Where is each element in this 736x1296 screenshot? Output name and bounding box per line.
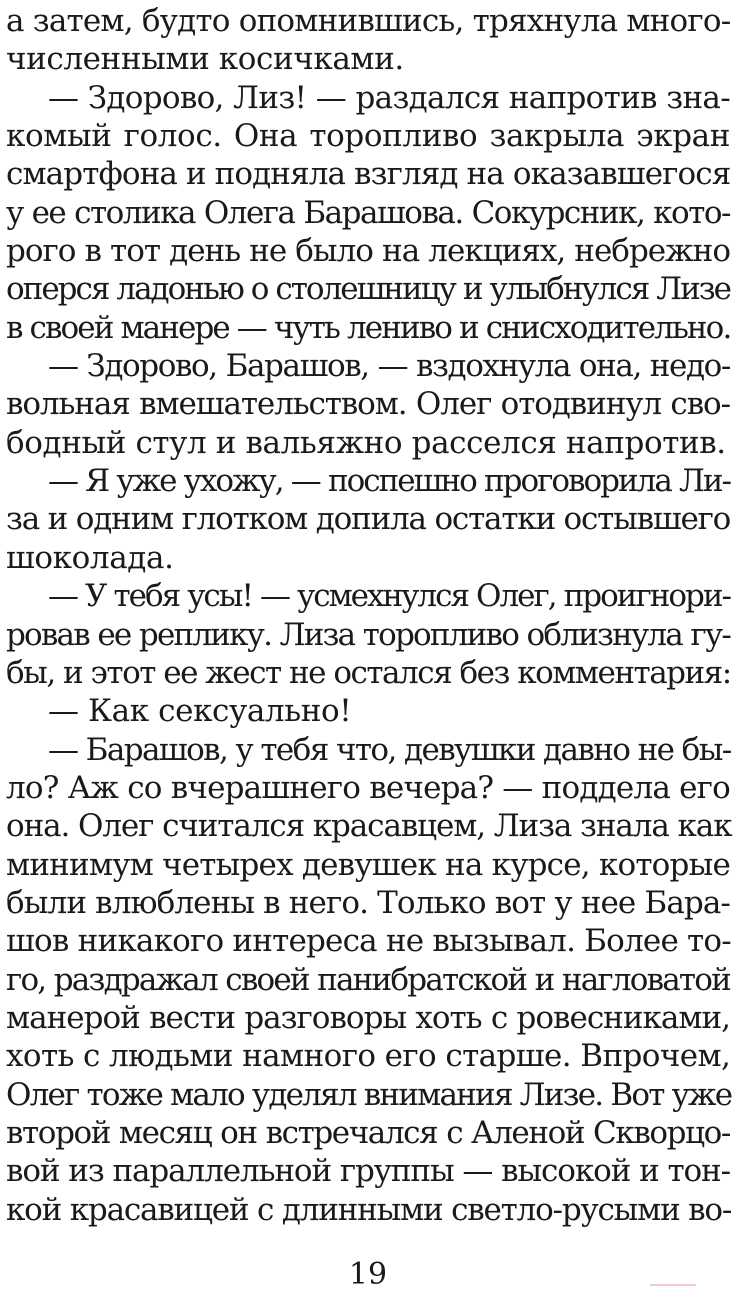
text-line: хоть с людьми намного его старше. Впрочем, — [6, 1038, 731, 1075]
body-text — [6, 2, 730, 1229]
text-line: — Как сексуально! — [48, 693, 352, 730]
text-line: Олег тоже мало уделял внимания Лизе. Вот уже — [6, 1076, 732, 1113]
text-line: оперся ладонью о столешницу и улыбнулся Лизе — [6, 271, 730, 308]
text-line: а затем, будто опомнившись, тряхнула много- — [6, 3, 731, 39]
page-number: 19 — [348, 1257, 388, 1292]
text-line: — Здорово, Барашов, — вздохнула она, недо- — [48, 348, 730, 385]
text-line: рого в тот день не было на лекциях, небрежно — [6, 233, 730, 270]
text-line: манерой вести разговоры хоть с ровесниками, — [6, 999, 730, 1036]
text-line: минимум четырех девушек на курсе, которые — [6, 846, 730, 883]
text-line: — Я уже ухожу, — поспешно проговорила Ли- — [48, 463, 730, 500]
text-line: вольная вмешательством. Олег отодвинул сво- — [6, 386, 730, 423]
text-line: смартфона и подняла взгляд на оказавшегося — [6, 156, 731, 193]
text-line: ровав ее реплику. Лиза торопливо облизнула гу- — [6, 616, 730, 653]
text-line: в своей манере — чуть лениво и снисходительно. — [6, 309, 731, 346]
text-line: вой из параллельной группы — высокой и тон- — [6, 1153, 730, 1190]
text-line: второй месяц он встречался с Аленой Скворцо- — [6, 1114, 730, 1151]
text-line: были влюблены в него. Только вот у нее Бара- — [6, 884, 730, 921]
text-line: комый голос. Она торопливо закрыла экран — [6, 118, 730, 155]
text-line: ло? Аж со вчерашнего вечера? — поддела его — [6, 769, 730, 806]
text-line: численными косичками. — [6, 41, 404, 78]
text-line: — Барашов, у тебя что, девушки давно не бы- — [48, 731, 731, 768]
text-line: — У тебя усы! — усмехнулся Олег, проигнори- — [48, 578, 730, 615]
text-line: го, раздражал своей панибратской и нагловатой — [6, 961, 730, 998]
text-line: шоколада. — [6, 539, 174, 576]
text-line: за и одним глотком допила остатки остывшего — [6, 501, 731, 538]
text-line: бодный стул и вальяжно расселся напротив. — [6, 424, 726, 461]
text-line: кой красавицей с длинными светло-русыми во- — [6, 1191, 732, 1228]
page-edge-mark — [650, 1284, 696, 1286]
text-line: шов никакого интереса не вызывал. Более то- — [6, 923, 731, 960]
text-line: бы, и этот ее жест не остался без комментария: — [6, 654, 731, 691]
text-line: у ее столика Олега Барашова. Сокурсник, кото- — [6, 194, 730, 231]
text-line: — Здорово, Лиз! — раздался напротив зна- — [48, 79, 730, 116]
text-line: она. Олег считался красавцем, Лиза знала как — [6, 808, 732, 845]
book-page — [6, 0, 730, 1296]
